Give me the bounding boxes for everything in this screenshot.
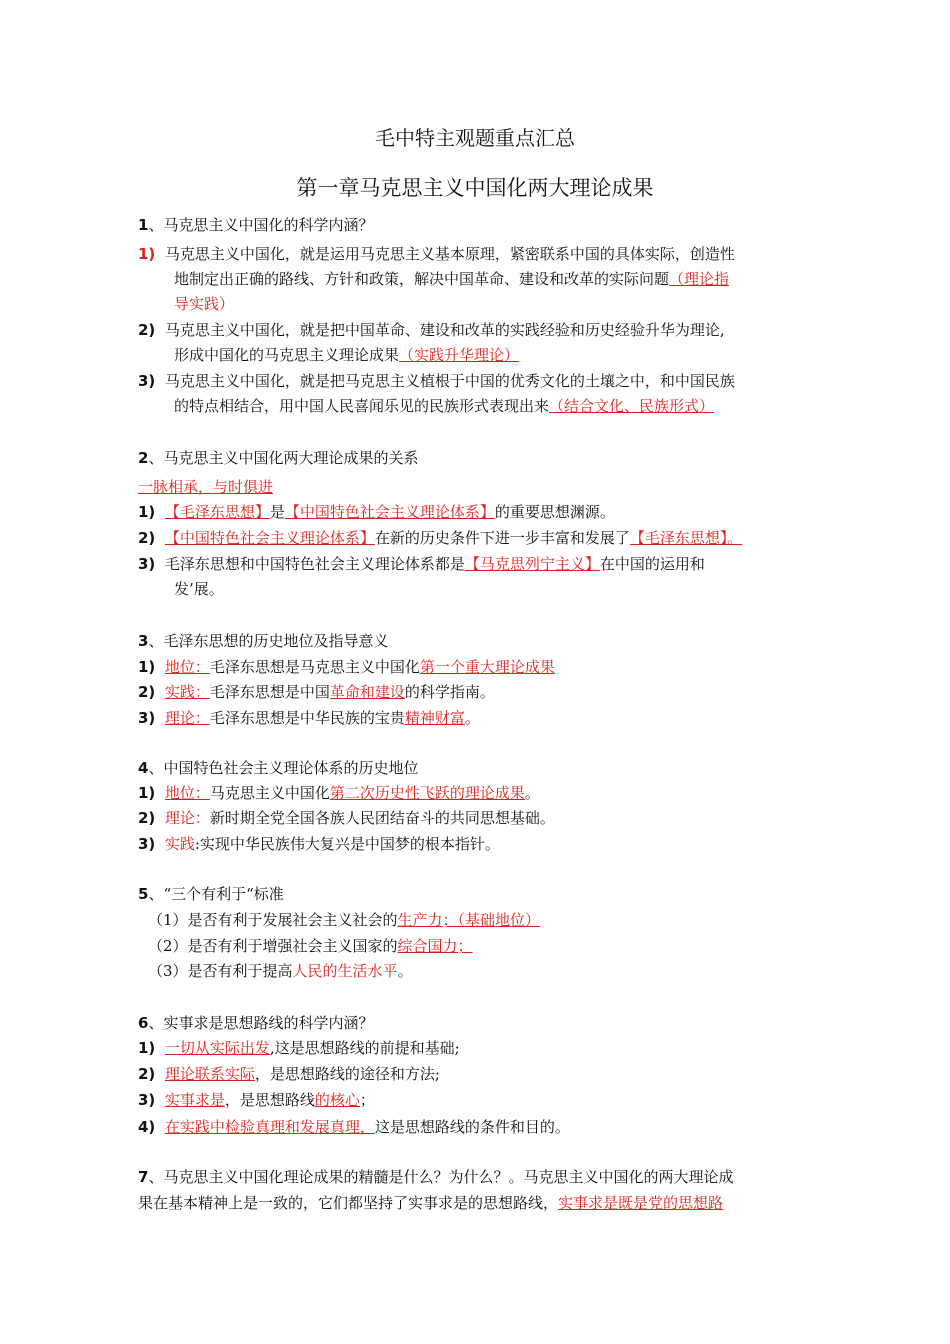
chapter-title: 第一章马克思主义中国化两大理论成果	[296, 176, 654, 200]
q2-item-3-cont: 发’展。	[174, 580, 224, 598]
q7-line-2: 果在基本精神上是一致的，它们都坚持了实事求是的思想路线，实事求是既是党的思想路	[138, 1194, 724, 1212]
q4-heading: 4、中国特色社会主义理论体系的历史地位	[138, 759, 419, 777]
q6-item-4: 4) 在实践中检验真理和发展真理，这是思想路线的条件和目的。	[138, 1118, 570, 1136]
q6-item-2: 2) 理论联系实际，是思想路线的途径和方法;	[138, 1065, 440, 1083]
q2-item-1: 1) 【毛泽东思想】是【中国特色社会主义理论体系】的重要思想渊源。	[138, 503, 615, 521]
q7-line-1: 7、马克思主义中国化理论成果的精髓是什么？为什么？。马克思主义中国化的两大理论成	[138, 1168, 734, 1186]
q1-item-3: 3) 马克思主义中国化，就是把马克思主义植根于中国的优秀文化的土壤之中，和中国民族	[138, 372, 735, 390]
q1-item-2-cont: 形成中国化的马克思主义理论成果（实践升华理论）	[174, 346, 520, 364]
q2-subheading: 一脉相承，与时俱进	[138, 478, 274, 496]
document-title: 毛中特主观题重点汇总	[375, 126, 575, 150]
q1-item-1-cont2: 导实践）	[174, 295, 235, 313]
q2-item-2: 2) 【中国特色社会主义理论体系】在新的历史条件下进一步丰富和发展了【毛泽东思想】。	[138, 529, 743, 547]
q3-item-3: 3) 理论：毛泽东思想是中华民族的宝贵精神财富。	[138, 709, 480, 727]
q1-item-1-cont: 地制定出正确的路线、方针和政策，解决中国革命、建设和改革的实际问题（理论指	[174, 270, 730, 288]
q5-heading: 5、“三个有利于“标准	[138, 885, 284, 903]
q3-item-1: 1) 地位：毛泽东思想是马克思主义中国化第一个重大理论成果	[138, 658, 555, 676]
q2-heading: 2、马克思主义中国化两大理论成果的关系	[138, 449, 419, 467]
q5-item-1: （1）是否有利于发展社会主义社会的生产力；（基础地位）	[148, 911, 541, 929]
q4-item-1: 1) 地位：马克思主义中国化第二次历史性飞跃的理论成果。	[138, 784, 540, 802]
q1-item-3-cont: 的特点相结合，用中国人民喜闻乐见的民族形式表现出来（结合文化、民族形式）	[174, 397, 715, 415]
q4-item-3: 3) 实践:实现中华民族伟大复兴是中国梦的根本指针。	[138, 835, 500, 853]
q6-item-1: 1) 一切从实际出发,这是思想路线的前提和基础;	[138, 1039, 460, 1057]
q1-heading: 1、马克思主义中国化的科学内涵？	[138, 216, 374, 234]
q6-item-3: 3) 实事求是，是思想路线的核心；	[138, 1091, 375, 1109]
q5-item-2: （2）是否有利于增强社会主义国家的综合国力；	[148, 937, 473, 955]
q1-item-2: 2) 马克思主义中国化，就是把中国革命、建设和改革的实践经验和历史经验升华为理论,	[138, 321, 725, 339]
q3-item-2: 2) 实践：毛泽东思想是中国革命和建设的科学指南。	[138, 683, 495, 701]
q3-heading: 3、毛泽东思想的历史地位及指导意义	[138, 632, 389, 650]
q4-item-2: 2) 理论：新时期全党全国各族人民团结奋斗的共同思想基础。	[138, 809, 555, 827]
q2-item-3: 3) 毛泽东思想和中国特色社会主义理论体系都是【马克思列宁主义】在中国的运用和	[138, 555, 705, 573]
q6-heading: 6、实事求是思想路线的科学内涵？	[138, 1014, 374, 1032]
q5-item-3: （3）是否有利于提高人民的生活水平。	[148, 962, 413, 980]
q1-item-1: 1) 马克思主义中国化，就是运用马克思主义基本原理，紧密联系中国的具体实际，创造性	[138, 245, 735, 263]
